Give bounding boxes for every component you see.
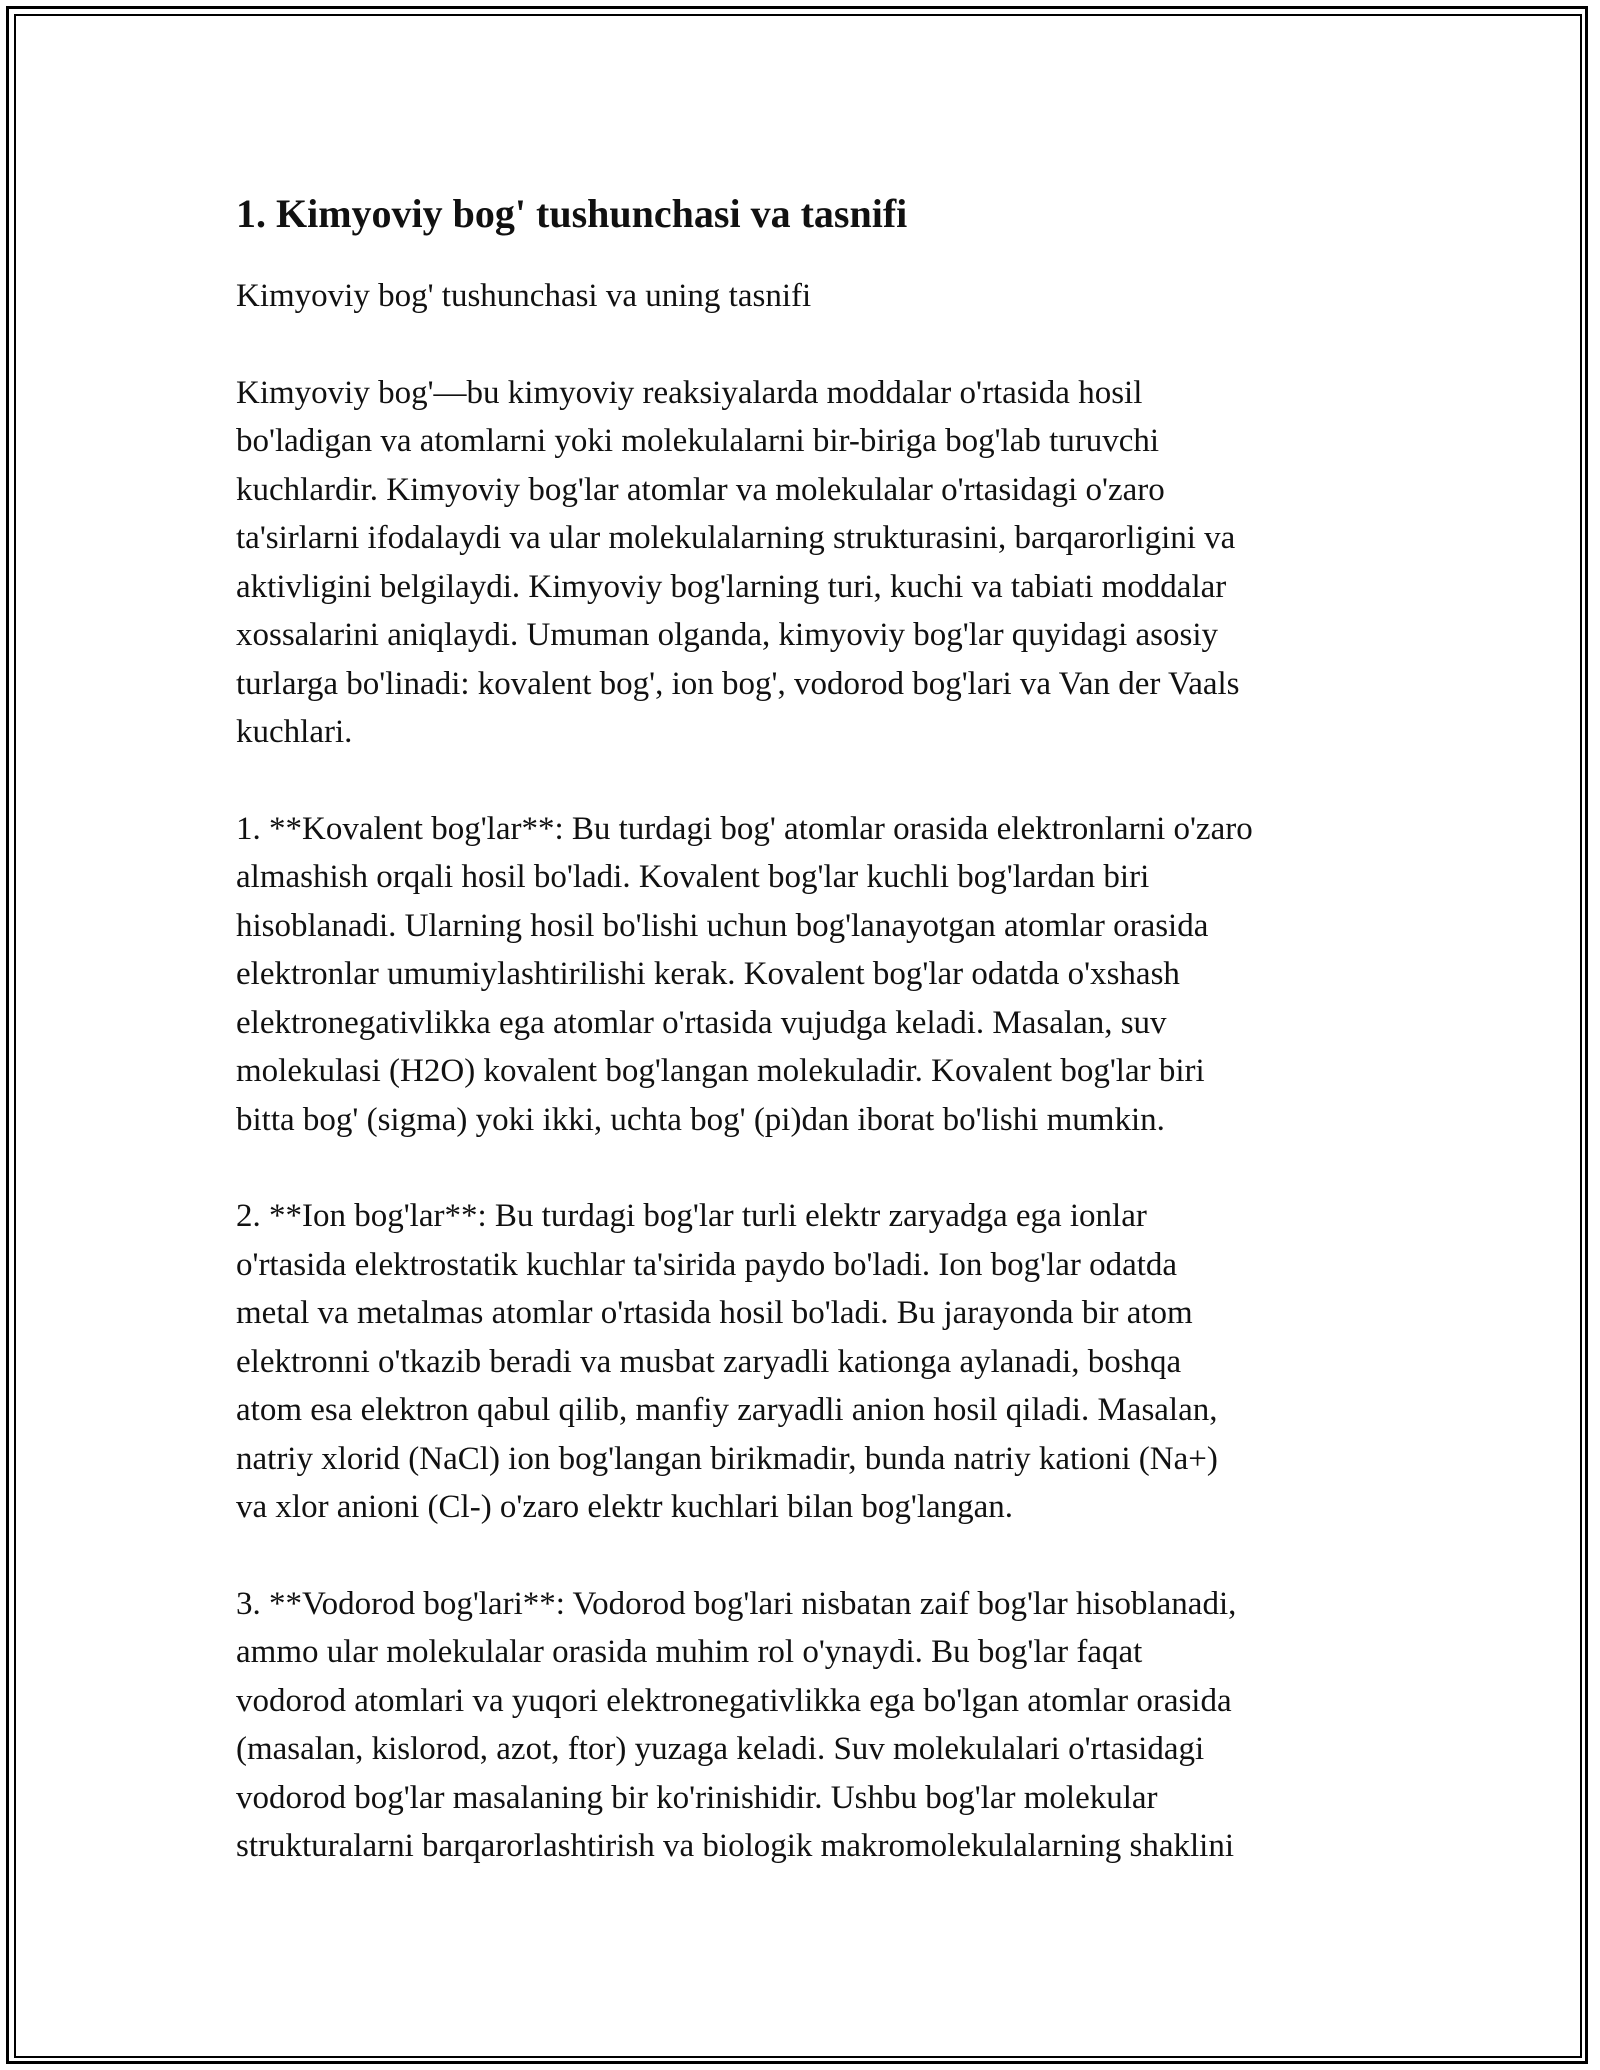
paragraph-hydrogen: 3. **Vodorod bog'lari**: Vodorod bog'lari nisbatan zaif bog'lar hisoblanadi, ammo ular molekulalar orasida muhim rol o'ynaydi. Bu bog'lar faqat vodorod atomlari va yuqori elektronegativlikka ega bo'lgan atomlar orasida (masalan, kislorod, azot, ftor) yuzaga keladi. Suv molekulalari o'rtasidagi vodorod bog'lar masalaning bir ko'rinishidir. Ushbu bog'lar molekular strukturalarni barqarorlashtirish va biologik makromolekulalarning shaklini [236,1585,1237,1864]
paragraph-intro: Kimyoviy bog'—bu kimyoviy reaksiyalarda moddalar o'rtasida hosil bo'ladigan va atomlarni yoki molekulalarni bir-biriga bog'lab turuvchi kuchlardir. Kimyoviy bog'lar atomlar va molekulalar o'rtasidagi o'zaro ta'sirlarni ifodalaydi va ular molekulalarning strukturasini, barqarorligini va aktivligini belgilaydi. Kimyoviy bog'larning turi, kuchi va tabiati moddalar xossalarini aniqlaydi. Umuman olganda, kimyoviy bog'lar quyidagi asosiy turlarga bo'linadi: kovalent bog', ion bog', vodorod bog'lari va Van der Vaals kuchlari. [236,374,1240,750]
paragraph-covalent: 1. **Kovalent bog'lar**: Bu turdagi bog' atomlar orasida elektronlarni o'zaro almashish orqali hosil bo'ladi. Kovalent bog'lar kuchli bog'lardan biri hisoblanadi. Ularning hosil bo'lishi uchun bog'lanayotgan atomlar orasida elektronlar umumiylashtirilishi kerak. Kovalent bog'lar odatda o'xshash elektronegativlikka ega atomlar o'rtasida vujudga keladi. Masalan, suv molekulasi (H2O) kovalent bog'langan molekuladir. Kovalent bog'lar biri bitta bog' (sigma) yoki ikki, uchta bog' (pi)dan iborat bo'lishi mumkin. [236,810,1253,1138]
document-subtitle: Kimyoviy bog' tushunchasi va uning tasnifi [236,278,812,314]
paragraph-ionic: 2. **Ion bog'lar**: Bu turdagi bog'lar turli elektr zaryadga ega ionlar o'rtasida elektrostatik kuchlar ta'sirida paydo bo'ladi. Ion bog'lar odatda metal va metalmas atomlar o'rtasida hosil bo'ladi. Bu jarayonda bir atom elektronni o'tkazib beradi va musbat zaryadli kationga aylanadi, boshqa atom esa elektron qabul qilib, manfiy zaryadli anion hosil qiladi. Masalan, natriy xlorid (NaCl) ion bog'langan birikmadir, bunda natriy kationi (Na+) va xlor anioni (Cl-) o'zaro elektr kuchlari bilan bog'langan. [236,1198,1218,1525]
document-body [236,186,1376,1919]
page-title: 1. Kimyoviy bog' tushunchasi va tasnifi [236,191,908,236]
